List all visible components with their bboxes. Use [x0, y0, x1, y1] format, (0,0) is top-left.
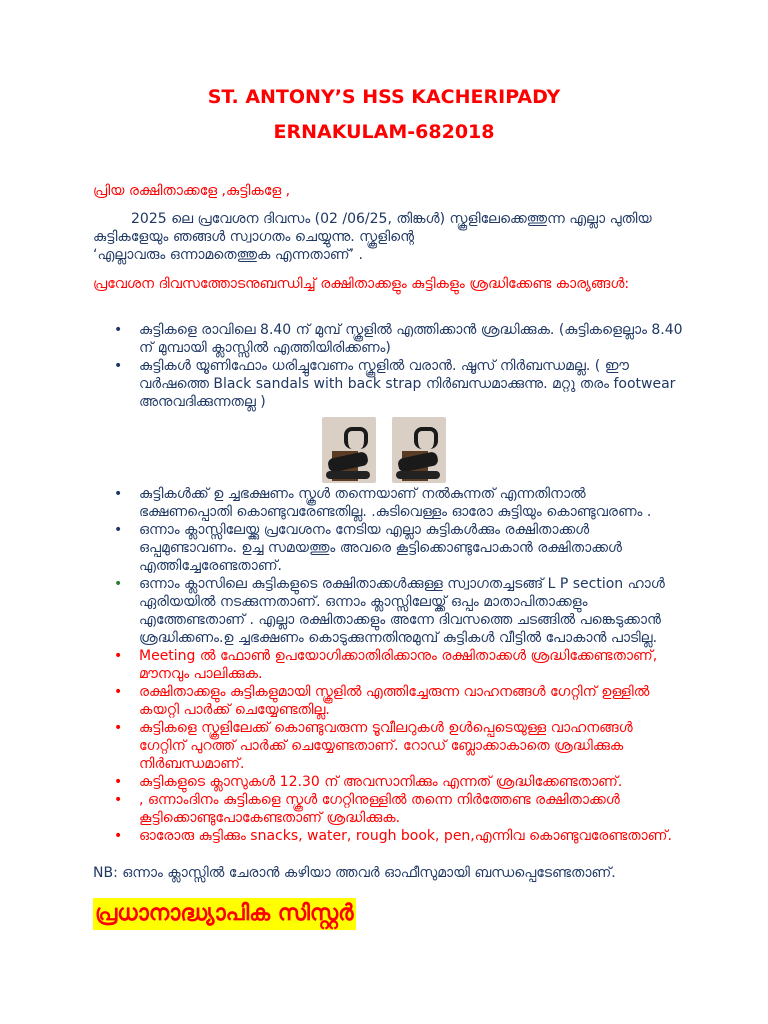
list-item-text: Meeting ൽ ഫോൺ ഉപയോഗിക്കാതിരിക്കാനും രക്ഷിതാക്കൾ ശ്രദ്ധിക്കേണ്ടതാണ്, മൗനവും പാലിക്കുക. — [139, 648, 658, 682]
bullet-icon: • — [114, 576, 123, 592]
list-item-text: കുട്ടികളുടെ ക്ലാസുകൾ 12.30 ന് അവസാനിക്കും എന്നത് ശ്രദ്ധിക്കേണ്ടതാണ്. — [139, 774, 623, 790]
list-item-text: രക്ഷിതാക്കളും കുട്ടികളുമായി സ്കൂളിൽ എത്തിച്ചേരുന്ന വാഹനങ്ങൾ ഗേറ്റിന് ഉള്ളിൽ കയറ്റി പാർക്ക് ചെയ്യേണ്ടതില്ല. — [139, 684, 650, 718]
sandal-image — [392, 417, 446, 483]
list-item — [93, 357, 683, 483]
list-item-text: ഒന്നാം ക്ലാസിലെ കുട്ടികളുടെ രക്ഷിതാക്കൾക്കുള്ള സ്വാഗതച്ചടങ്ങ് L P section ഹാൾ ഏരിയയിൽ നടക്കുന്നതാണ്. ഒന്നാം ക്ലാസ്സിലേയ്ക്ക് ഒപ്പം മാതാപിതാക്കളും എത്തേണ്ടതാണ് . എല്ലാ രക്ഷിതാക്കളും അന്നേ ദിവസത്തെ ചടങ്ങിൽ പങ്കെടുക്കാൻ ശ്രദ്ധിക്കണം.ഉ ച്ചഭക്ഷണം കൊടുക്കുന്നതിനുമുമ്പ് കുട്ടികൾ വീട്ടിൽ പോകാൻ പാടില്ല. — [139, 576, 665, 646]
bullet-icon: • — [114, 648, 123, 664]
school-location: ERNAKULAM-682018 — [273, 121, 495, 143]
list-item-text: ഒന്നാം ക്ലാസ്സിലേയ്ക്കു പ്രവേശനം നേടിയ എല്ലാ കുട്ടികൾക്കും രക്ഷിതാക്കൾ ഒപ്പമുണ്ടാവണം. ഉച്ച സമയത്തും അവരെ കൂട്ടിക്കൊണ്ടുപോകാൻ രക്ഷിതാക്കൾ എത്തിച്ചേരേണ്ടതാണ്. — [139, 522, 622, 574]
bullet-icon: • — [114, 522, 123, 538]
intro-text: ലെ പ്രവേശന ദിവസം (02 /06/25, തിങ്കൾ) സ്കൂളിലേക്കെത്തുന്ന എല്ലാ പുതിയ കുട്ടികളേയും ഞങ്ങൾ സ്വാഗതം ചെയ്യുന്നു. സ്കൂളിന്റെ — [93, 211, 652, 245]
list-item-text: കുട്ടികൾ യൂണിഫോം ധരിച്ചുവേണം സ്കൂളിൽ വരാൻ. ഷൂസ് നിർബന്ധമല്ല. ( ഈ വർഷത്തെ Black sandals with back strap നിർബന്ധമാക്കുന്നു. മറ്റു തരം footwear അനുവദിക്കുന്നതല്ല ) — [139, 358, 676, 410]
intro-paragraph — [93, 210, 683, 264]
sandal-images — [139, 411, 683, 483]
list-item — [93, 719, 683, 773]
instruction-list — [93, 321, 683, 845]
bullet-icon: • — [114, 684, 123, 700]
list-item-text: , ഒന്നാംദിനം കുട്ടികളെ സ്കൂൾ ഗേറ്റിനുള്ളിൽ തന്നെ നിർത്തേണ്ട രക്ഷിതാക്കൾ കൂട്ടിക്കൊണ്ടുപോകേണ്ടതാണ് ശ്രദ്ധിക്കുക. — [139, 792, 620, 826]
greeting: പ്രിയ രക്ഷിതാക്കളേ ,കുട്ടികളേ , — [93, 183, 291, 199]
sandal-image — [322, 417, 376, 483]
school-name: ST. ANTONY’S HSS KACHERIPADY — [207, 86, 561, 108]
bullet-icon: • — [114, 322, 123, 338]
bullet-icon: • — [114, 774, 123, 790]
bullet-icon: • — [114, 720, 123, 736]
signature-footer: പ്രധാനാദ്ധ്യാപിക സിസ്റ്റർ — [93, 898, 356, 930]
bullet-icon: • — [114, 358, 123, 374]
list-item-text: കുട്ടികളെ രാവിലെ 8.40 ന് മുമ്പ് സ്കൂളിൽ എത്തിക്കാൻ ശ്രദ്ധിക്കുക. (കുട്ടികളെല്ലാം 8.40 ന് മുമ്പായി ക്ലാസ്സിൽ എത്തിയിരിക്കണം) — [139, 322, 683, 356]
list-item — [93, 683, 683, 719]
list-item — [93, 521, 683, 575]
list-item — [93, 647, 683, 683]
list-item — [93, 575, 683, 647]
bullet-icon: • — [114, 486, 123, 502]
list-item — [93, 791, 683, 827]
intro-quote: ‘എല്ലാവരും ഒന്നാമതെത്തുക എന്നതാണ്’ . — [93, 247, 363, 263]
list-item — [93, 321, 683, 357]
list-item-text: കുട്ടികൾക്ക് ഉ ച്ചഭക്ഷണം സ്കൂൾ തന്നെയാണ് നൽകുന്നത് എന്നതിനാൽ ഭക്ഷണപ്പൊതി കൊണ്ടുവരേണ്ടതില്ല. .കുടിവെള്ളം ഓരോ കുട്ടിയും കൊണ്ടുവരണം . — [139, 486, 652, 520]
bullet-icon: • — [114, 792, 123, 808]
intro-year: 2025 — [131, 211, 167, 227]
list-item — [93, 773, 683, 791]
bullet-icon: • — [114, 828, 123, 844]
list-item — [93, 827, 683, 845]
instructions-heading: പ്രവേശന ദിവസത്തോടനുബന്ധിച്ച് രക്ഷിതാക്കളും കുട്ടികളും ശ്രദ്ധിക്കേണ്ട കാര്യങ്ങൾ: — [93, 276, 630, 292]
list-item-text: ഓരോരു കുട്ടിക്കും snacks, water, rough book, pen,എന്നിവ കൊണ്ടുവരേണ്ടതാണ്. — [139, 828, 672, 844]
nb-note: NB: ഒന്നാം ക്ലാസ്സിൽ ചേരാൻ കഴിയാ ത്തവർ ഓഫീസുമായി ബന്ധപ്പെടേണ്ടതാണ്. — [93, 865, 616, 881]
list-item-text: കുട്ടികളെ സ്കൂളിലേക്ക് കൊണ്ടുവരുന്ന ടൂവീലറുകൾ ഉൾപ്പെടെയുള്ള വാഹനങ്ങൾ ഗേറ്റിന് പുറത്ത് പാർക്ക് ചെയ്യേണ്ടതാണ്. റോഡ് ബ്ലോക്കാകാതെ ശ്രദ്ധിക്കുക നിർബന്ധമാണ്. — [139, 720, 633, 772]
list-item — [93, 485, 683, 521]
